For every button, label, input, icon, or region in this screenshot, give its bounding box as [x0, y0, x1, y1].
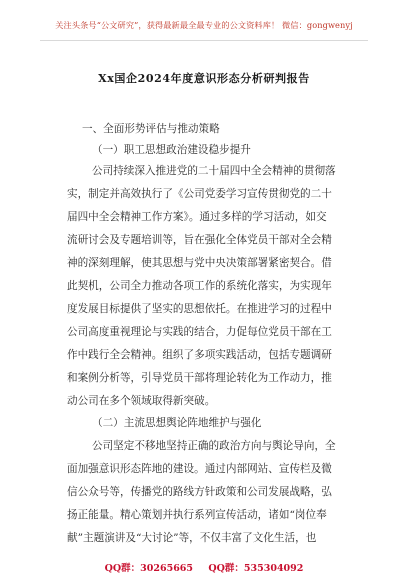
document-title: Xx国企2024年度意识形态分析研判报告	[98, 72, 310, 85]
paragraph-line: 流研讨会及专题培训等，旨在强化全体党员干部对全会精	[67, 234, 332, 246]
header-divider	[40, 40, 368, 41]
paragraph-line: 献”主题演讲及“大讨论”等，不仅丰富了文化生活，也	[67, 532, 317, 544]
paragraph-line: 作中践行全会精神。组织了多项实践活动，包括专题调研	[67, 349, 332, 361]
paragraph-line: 和案例分析等，引导党员干部将理论转化为工作动力，推	[67, 372, 332, 384]
paragraph-line: 扬正能量。精心策划并执行系列宣传活动，诸如“岗位奉	[67, 509, 327, 521]
qq-group-1: QQ群：30265665	[104, 563, 194, 574]
subsection-heading: （一）职工思想政治建设稳步提升	[92, 144, 251, 156]
paragraph-line: 动公司在多个领域取得新突破。	[67, 395, 216, 407]
page-header-notice: 关注头条号“公文研究”，获得最新最全最专业的公文资料库！ 微信：gongwenyj	[55, 20, 353, 30]
paragraph-line: 公司持续深入推进党的二十届四中全会精神的贯彻落	[92, 165, 336, 177]
paragraph-line: 实，制定并高效执行了《公司党委学习宣传贯彻党的二十	[67, 188, 332, 200]
qq-group-2: QQ群：535304092	[208, 563, 304, 574]
paragraph-line: 公司高度重视理论与实践的结合，力促每位党员干部在工	[67, 326, 332, 338]
paragraph-line: 公司坚定不移地坚持正确的政治方向与舆论导向，全	[92, 440, 336, 452]
section-heading: 一、全面形势评估与推动策略	[82, 123, 220, 135]
paragraph-line: 届四中全会精神工作方案》。通过多样的学习活动，如交	[67, 211, 327, 223]
paragraph-line: 此契机，公司全力推动各项工作的系统化落实，为实现年	[67, 280, 332, 292]
paragraph-line: 度发展目标提供了坚实的思想依托。在推进学习的过程中	[67, 303, 332, 315]
paragraph-line: 信公众号等，传播党的路线方针政策和公司发展战略，弘	[67, 486, 332, 498]
page-footer	[0, 560, 408, 574]
paragraph-line: 神的深刻理解，使其思想与党中央决策部署紧密契合。借	[67, 257, 332, 269]
paragraph-line: 面加强意识形态阵地的建设。通过内部网站、宣传栏及微	[67, 463, 332, 475]
subsection-heading: （二）主流思想舆论阵地维护与强化	[92, 417, 262, 429]
